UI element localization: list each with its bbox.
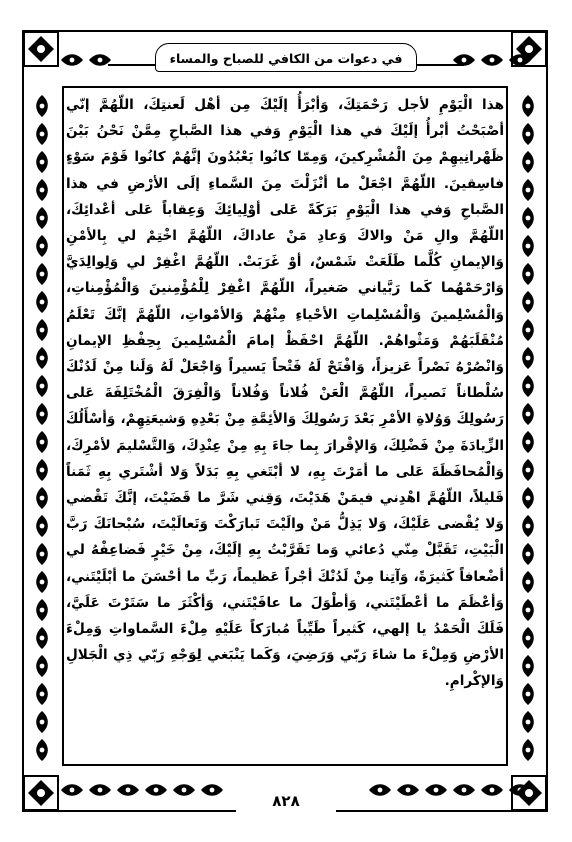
prayer-paragraph: هذا الْيَوْمِ لأجل رَحْمَتِكَ، وَأبْرَأُ إلَيْكَ مِن أهْل لَعنتِكَ، اللّهُمَّ إنّي أصْبَحْتُ أبْرأُ إلَيْكَ في هذا الْيَوْمِ وَفي هذا الصَّباحِ مِمَّنْ نَحْنُ بَيْنَ ظَهْرانِيهِمْ مِنَ الْمُشْرِكينَ، وَمِمّا كانُوا يَعْبُدُونَ إنَّهُمْ كانُوا قَوْمَ سَوْءٍ فاسِقينَ. اللّهُمَّ اجْعَلْ ما أنْزَلْتَ مِنَ السَّماءِ إلَى الأرْضِ في هذا الصَّباحِ وَفي هذا الْيَوْمِ بَرَكَةً عَلى أوْلِيائِكَ وَعِقاباً عَلى أعْدائِكَ، اللّهُمَّ والِ مَنْ والاكَ وَعادِ مَنْ عاداكَ، اللّهُمَّ اخْتِمْ لي بِالأمْنِ وَالإيمانِ كُلَّما طَلَعَتْ شَمْسٌ، أوْ غَرَبَتْ. اللّهُمَّ اغْفِرْ لي وَلِوالِدَيَّ وَارْحَمْهُما كَما رَبَّياني صَغيراً، اللّهُمَّ اغْفِرْ لِلْمُؤْمِنينَ وَالْمُؤْمِناتِ، وَالْمُسْلِمينَ وَالْمُسْلِماتِ الأحْياءِ مِنْهُمْ وَالأمْواتِ، اللّهُمَّ إنَّكَ تَعْلَمُ مُنْقَلَبَهُمْ وَمَثْواهُمْ. اللّهُمَّ احْفَظْ إمامَ الْمُسْلِمينَ بِحِفْظِ الإيمانِ وَانْصُرْهُ نَصْراً عَزيزاً، وَافْتَحْ لَهُ فَتْحاً يَسيراً وَاجْعَلْ لَهُ وَلَنا مِنْ لَدُنْكَ سُلْطاناً نَصيراً، اللّهُمَّ الْعَنْ فُلاناً وَفُلاناً وَالْفِرَقَ الْمُخْتَلِفَةَ عَلى رَسُولِكَ وَوُلاةِ الأمْرِ بَعْدَ رَسُولِكَ وَالأئِمَّةِ مِنْ بَعْدِهِ وَشيعَتِهِمْ، وَأسْأَلُكَ الزِّيادَةَ مِنْ فَضْلِكَ، وَالإقْرارَ بِما جاءَ بِهِ مِنْ عِنْدِكَ، وَالتَّسْليمَ لأمْرِكَ، وَالْمُحافَظَةَ عَلى ما أمَرْتَ بِهِ، لا أبْتَغي بِهِ بَدَلاً وَلا أشْتَري بِهِ ثَمَناً قَليلاً، اللّهُمَّ اهْدِني فيمَنْ هَدَيْتَ، وَقِني شَرَّ ما قَضَيْتَ، إنَّكَ تَقْضي وَلا يُقْضى عَلَيْكَ، وَلا يَذِلُّ مَنْ والَيْتَ تَبارَكْتَ وَتَعالَيْتَ، سُبْحانَكَ رَبَّ الْبَيْتِ، تَقَبَّلْ مِنّي دُعائي وَما تَقَرَّبْتُ بِهِ إلَيْكَ، مِنْ خَيْرٍ فَضاعِفْهُ لي أضْعافاً كَثيرَةً، وَآتِنا مِنْ لَدُنْكَ أجْراً عَظيماً، رَبِّ ما أحْسَنَ ما أبْلَيْتَني، وَأعْظَمَ ما أعْطَيْتَني، وَأطْوَلَ ما عافَيْتَني، وَأكْثَرَ ما سَتَرْتَ عَلَيَّ، فَلَكَ الْحَمْدُ يا إلهي، كَثيراً طَيِّباً مُبارَكاً عَلَيْهِ مِلْءَ السَّماواتِ وَمِلْءَ الأرْضِ وَمِلْءَ ما شاءَ رَبّي وَرَضِيَ، وَكَما يَنْبَغي لِوَجْهِ رَبّي ذِي الْجَلالِ وَالإكْرامِ.: [66, 97, 504, 690]
ornamental-border-right-icon: [510, 84, 546, 768]
corner-ornament-icon: [510, 774, 548, 812]
corner-ornament-icon: [22, 774, 60, 812]
running-header: [130, 36, 442, 78]
header-cartouche: [155, 43, 418, 72]
corner-ornament-icon: [510, 30, 548, 68]
ornamental-border-left-icon: [24, 84, 60, 768]
header-title: في دعوات من الكافي للصباح والمساء: [169, 50, 403, 66]
prayer-text-block: [66, 92, 504, 762]
corner-ornament-icon: [22, 30, 60, 68]
page-number: ٨٢٨: [236, 790, 336, 812]
